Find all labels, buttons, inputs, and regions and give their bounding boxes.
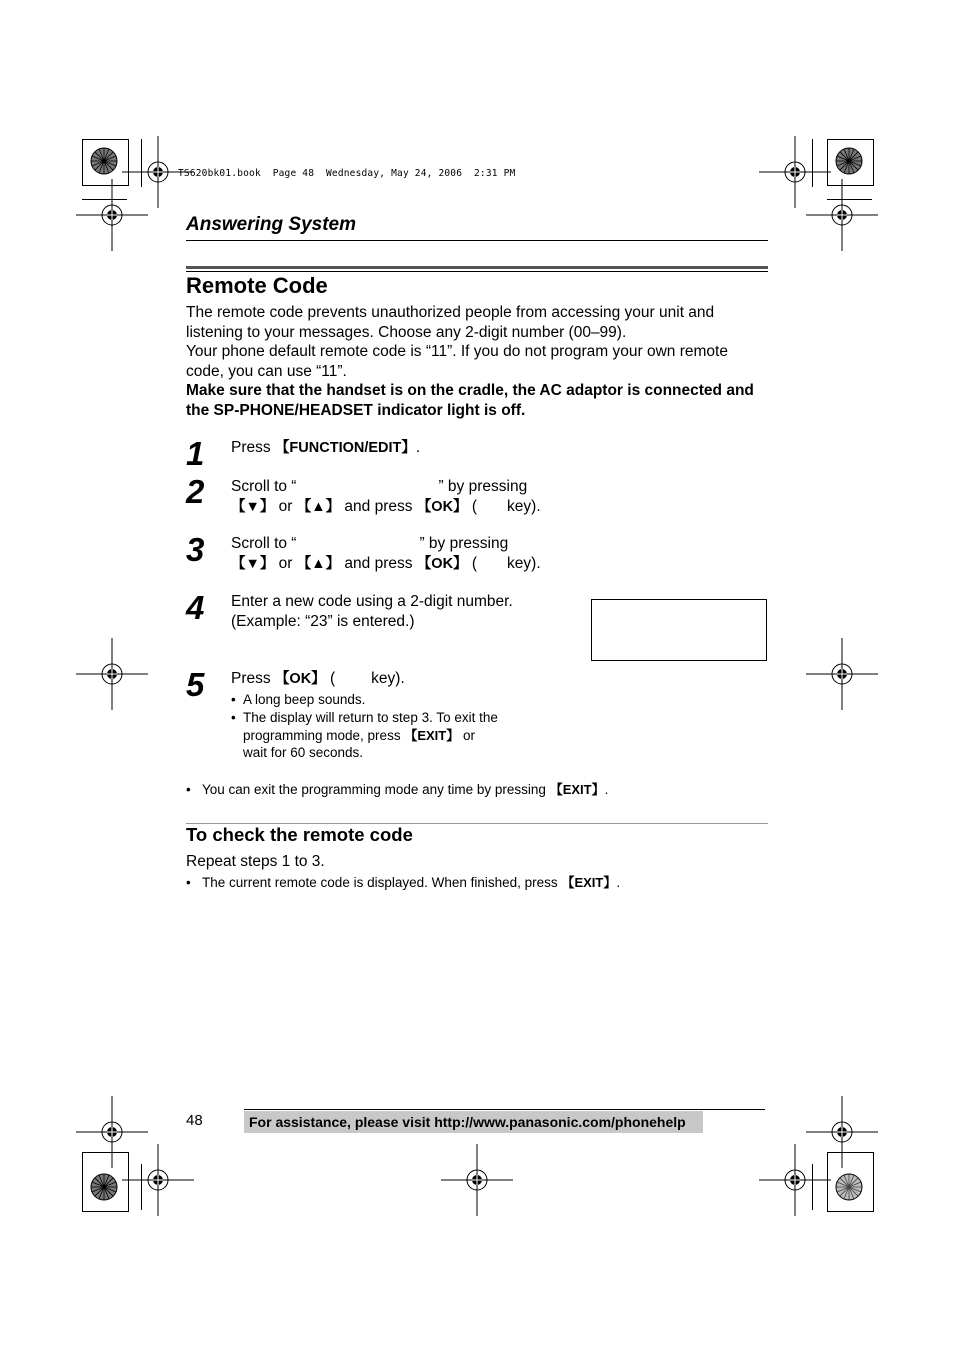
step-text-part: key). (507, 554, 541, 572)
function-edit-key: 【FUNCTION/EDIT】 (274, 440, 416, 456)
step-text-part: key). (507, 497, 541, 515)
page-number: 48 (186, 1112, 203, 1129)
step-number: 1 (186, 435, 205, 472)
step-text-part: or (274, 497, 297, 515)
up-arrow-key: 【▲】 (296, 555, 341, 572)
step-text-part: Scroll to “ (231, 535, 297, 552)
step-text-part: . (415, 439, 421, 456)
heading-rule-thin (186, 271, 768, 272)
page-title: Remote Code (186, 273, 328, 298)
bullet-text: or (459, 728, 475, 743)
step-number: 4 (186, 589, 205, 626)
down-arrow-key: 【▼】 (231, 498, 275, 515)
step-text-part: ( (467, 554, 478, 572)
step-text-part: or (274, 554, 297, 572)
step-number: 5 (186, 666, 205, 703)
step-text-part: ( (467, 497, 478, 515)
bullet-text: A long beep sounds. (243, 692, 366, 707)
step-text-line: Enter a new code using a 2-digit number. (231, 593, 513, 610)
step-text-part: Scroll to “ (231, 478, 297, 495)
bullet-text: programming mode, press (243, 728, 405, 743)
warning-line: Make sure that the handset is on the cradle, the AC adaptor is connected and (186, 382, 754, 399)
step-text-part: and press (340, 497, 417, 515)
step-text-line: (Example: “23” is entered.) (231, 612, 415, 630)
warning-line: the SP-PHONE/HEADSET indicator light is off. (186, 401, 526, 419)
step-number: 3 (186, 531, 205, 568)
exit-key: 【EXIT】 (404, 728, 460, 743)
section-title-rule (186, 240, 768, 241)
section-title: Answering System (186, 214, 356, 235)
step-1-text (231, 438, 420, 459)
step-4-text (231, 592, 513, 631)
book-info-line: TS620bk01.book Page 48 Wednesday, May 24, 2006 2:31 PM (178, 168, 516, 179)
step-5-text (231, 669, 405, 690)
ok-key: 【OK】 (274, 671, 326, 687)
step-text-part: ( (325, 670, 336, 687)
up-arrow-key: 【▲】 (296, 498, 341, 515)
step-text-part: and press (340, 554, 417, 572)
note-text: . (616, 875, 621, 890)
exit-key: 【EXIT】 (561, 875, 617, 890)
bullet-text: The display will return to step 3. To exit the (243, 710, 498, 725)
ok-key: 【OK】 (416, 555, 468, 572)
intro-line: The remote code prevents unauthorized people from accessing your unit and (186, 304, 715, 321)
exit-key: 【EXIT】 (549, 782, 605, 797)
step-5-bullet: • The display will return to step 3. To exit the (231, 710, 498, 725)
check-text: Repeat steps 1 to 3. (186, 853, 325, 870)
bullet-text: wait for 60 seconds. (243, 745, 364, 760)
assistance-banner: For assistance, please visit http://www.panasonic.com/phonehelp (244, 1111, 703, 1133)
intro-line: code, you can use “11”. (186, 362, 347, 380)
down-arrow-key: 【▼】 (231, 555, 275, 572)
step-5-bullet-cont (243, 727, 475, 745)
step-text-part: ” by pressing (419, 535, 509, 552)
note-text: . (604, 782, 609, 797)
step-text-part: key). (371, 670, 405, 687)
intro-line: Your phone default remote code is “11”. If you do not program your own remote (186, 343, 728, 360)
intro-line: listening to your messages. Choose any 2-digit number (00–99). (186, 323, 627, 341)
footer-rule (244, 1109, 765, 1110)
step-2-text (231, 477, 541, 517)
step-number: 2 (186, 473, 205, 510)
check-note: • The current remote code is displayed. When finished, press 【EXIT】. (186, 875, 621, 890)
step-5-bullet: • A long beep sounds. (231, 692, 366, 707)
step-text-part: Press (231, 439, 275, 456)
note-text: The current remote code is displayed. When finished, press (202, 875, 562, 890)
step-3-text (231, 534, 541, 574)
step-5-bullet-cont (243, 744, 363, 762)
step-text-part: ” by pressing (438, 478, 528, 495)
intro-paragraph (186, 303, 776, 420)
ok-key: 【OK】 (416, 498, 468, 515)
heading-rule-thick (186, 266, 768, 269)
lcd-display-box (591, 599, 767, 661)
exit-note: • You can exit the programming mode any time by pressing 【EXIT】. (186, 782, 609, 797)
step-text-part: Press (231, 670, 275, 687)
note-text: You can exit the programming mode any time by pressing (202, 782, 550, 797)
subheading: To check the remote code (186, 824, 413, 845)
